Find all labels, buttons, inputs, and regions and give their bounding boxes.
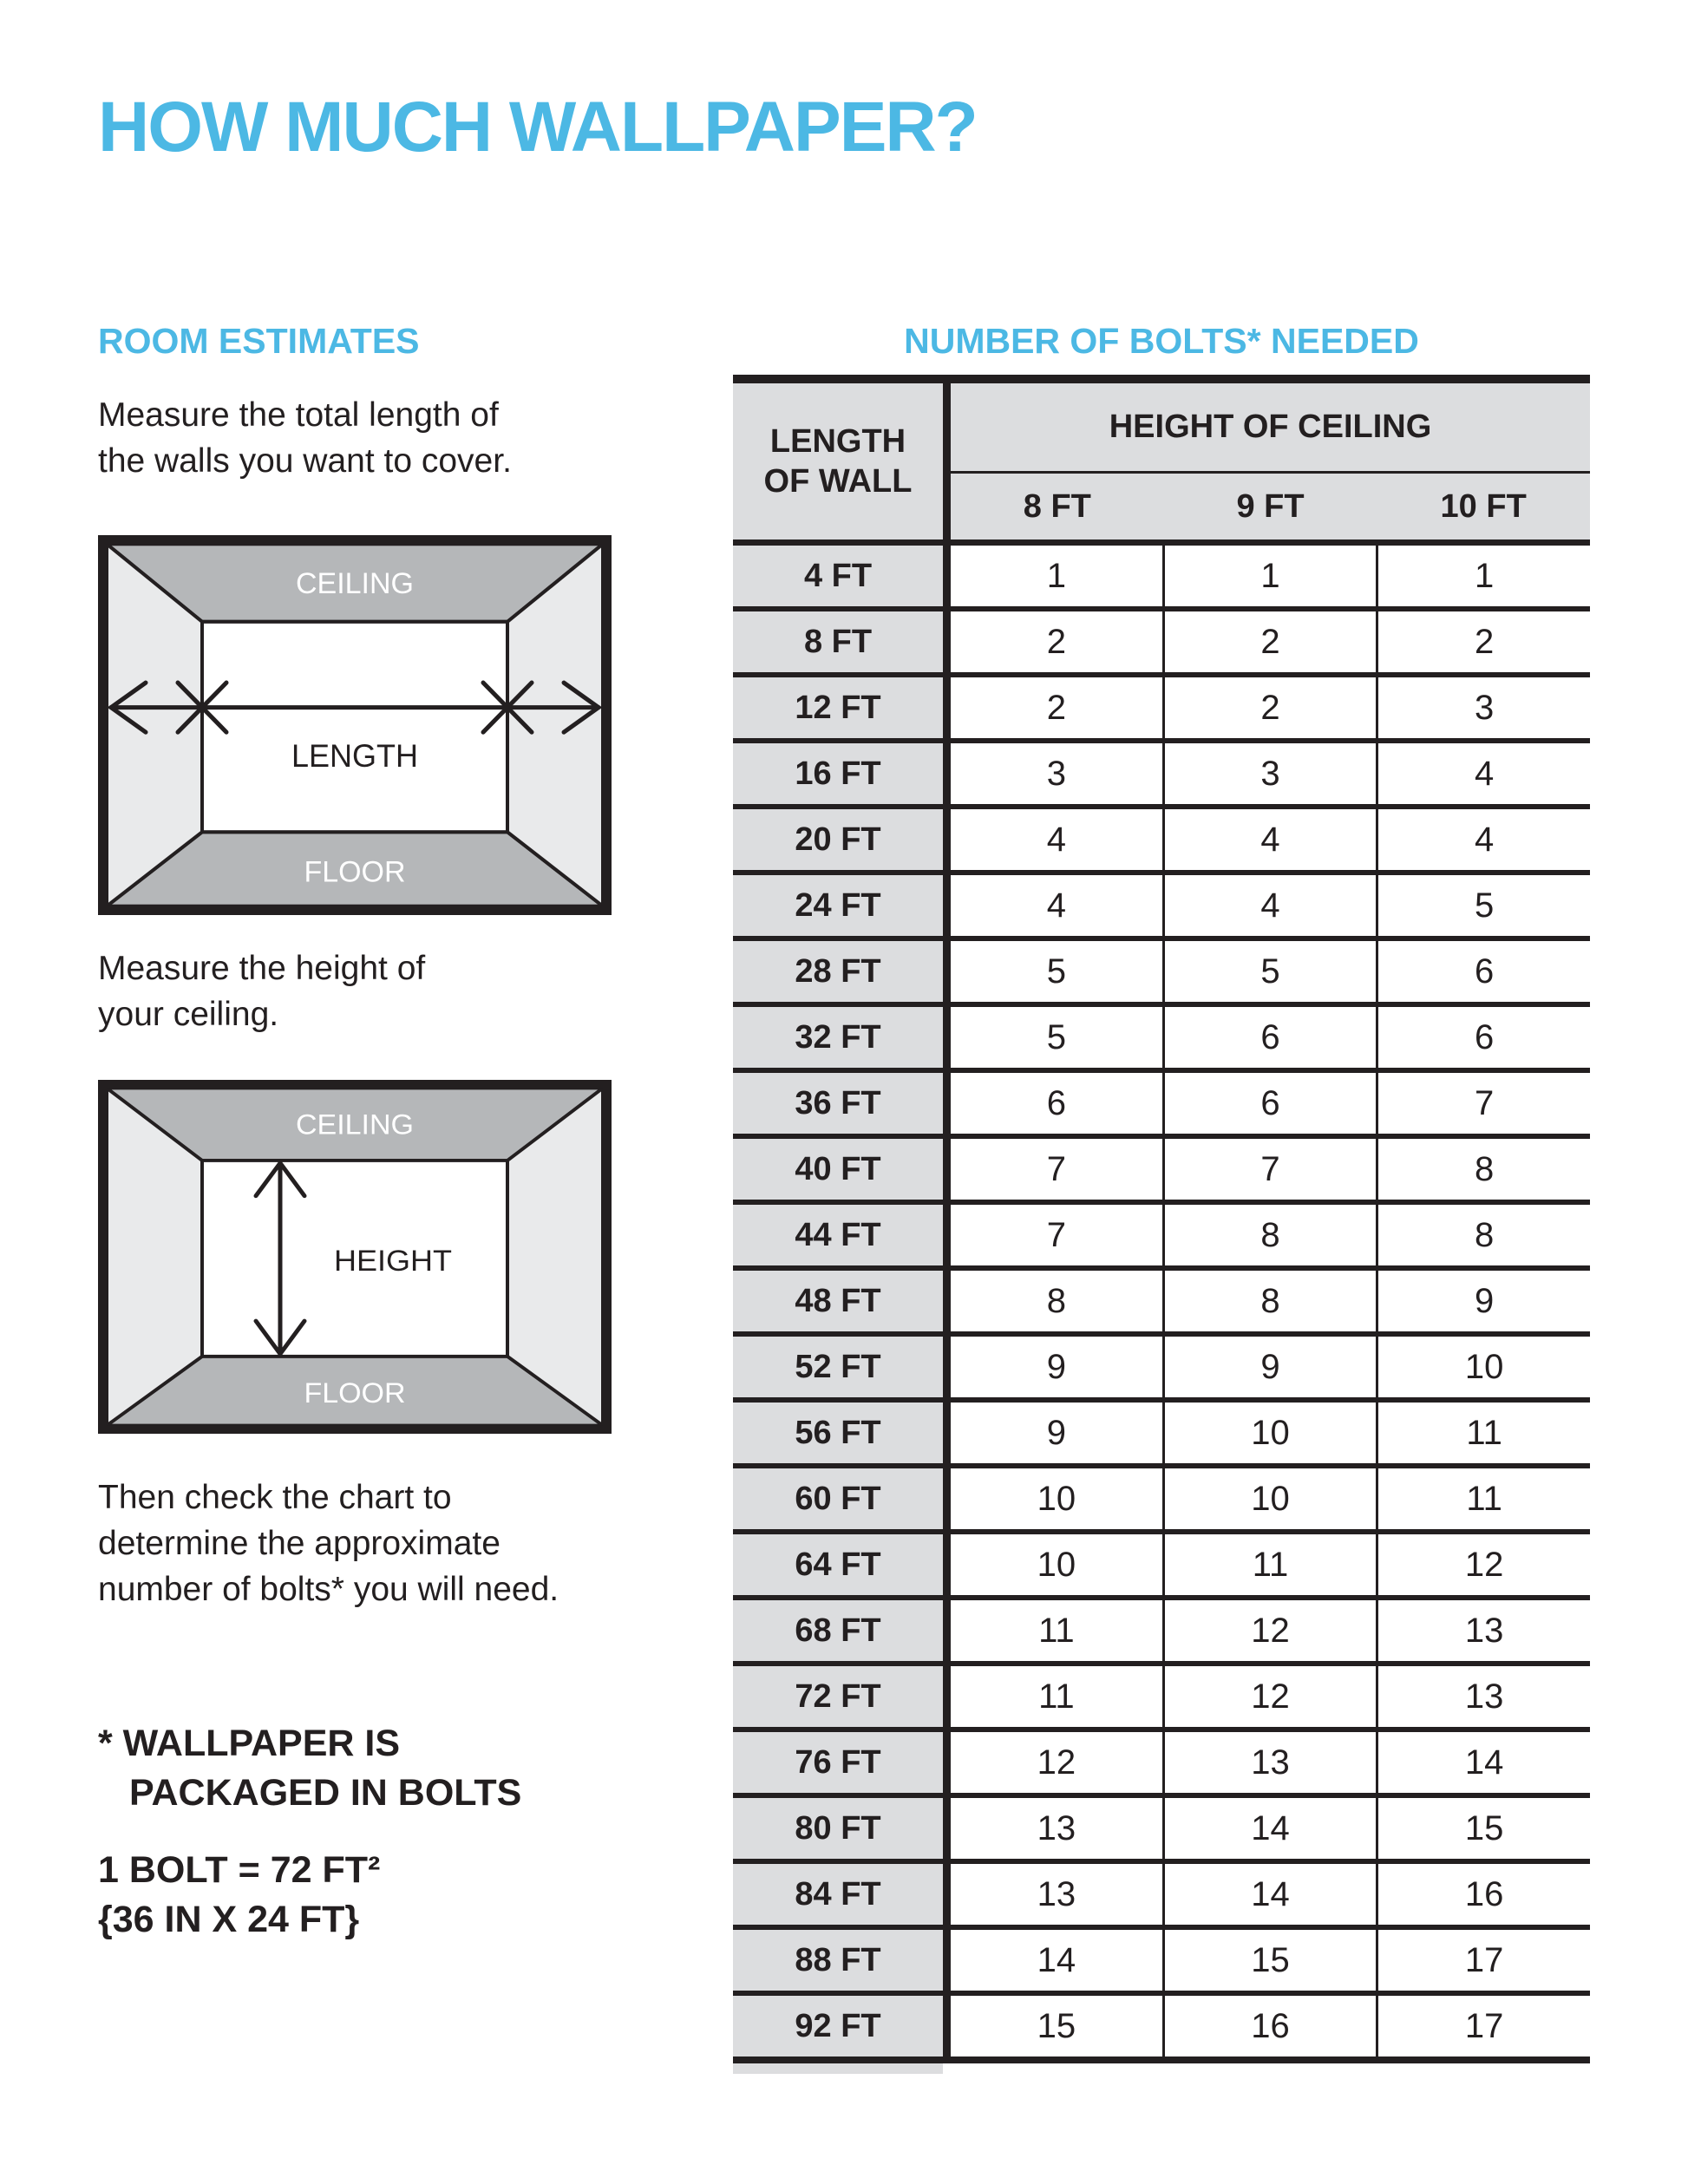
bolt-count-cell: 16 bbox=[1165, 1996, 1379, 2056]
bolt-count-cell: 6 bbox=[1378, 1007, 1590, 1068]
text-line: Measure the height of bbox=[98, 950, 426, 987]
column-divider bbox=[943, 875, 951, 936]
column-header-9ft: 9 FT bbox=[1236, 487, 1305, 525]
bolt-count-cell: 10 bbox=[1165, 1468, 1379, 1529]
label-column-stub bbox=[733, 2063, 943, 2074]
table-row bbox=[733, 1864, 1590, 1930]
table-row bbox=[733, 1007, 1590, 1073]
wall-length-cell: 68 FT bbox=[733, 1600, 943, 1661]
wall-length-cell: 64 FT bbox=[733, 1534, 943, 1595]
table-row bbox=[733, 1337, 1590, 1403]
wall-length-cell: 60 FT bbox=[733, 1468, 943, 1529]
bolt-count-cell: 7 bbox=[1165, 1139, 1379, 1200]
table-row bbox=[733, 1271, 1590, 1337]
bolt-count-cell: 6 bbox=[1165, 1073, 1379, 1134]
table-row bbox=[733, 1732, 1590, 1798]
bolt-count-cell: 8 bbox=[1378, 1139, 1590, 1200]
table-row bbox=[733, 1205, 1590, 1271]
table-row bbox=[733, 1468, 1590, 1534]
bolt-count-cell: 14 bbox=[1165, 1798, 1379, 1859]
column-header-8ft: 8 FT bbox=[1023, 487, 1091, 525]
wall-length-cell: 84 FT bbox=[733, 1864, 943, 1925]
table-row bbox=[733, 1534, 1590, 1600]
wall-length-cell: 48 FT bbox=[733, 1271, 943, 1331]
wall-length-cell: 92 FT bbox=[733, 1996, 943, 2056]
bolt-count-cell: 8 bbox=[1165, 1271, 1379, 1331]
bolt-count-cell: 6 bbox=[1165, 1007, 1379, 1068]
bolt-count-cell: 3 bbox=[951, 743, 1165, 804]
instruction-measure-height bbox=[98, 945, 425, 1037]
bolt-count-cell: 12 bbox=[1378, 1534, 1590, 1595]
column-divider bbox=[943, 1271, 951, 1331]
bolt-count-cell: 12 bbox=[1165, 1600, 1379, 1661]
column-divider bbox=[943, 1007, 951, 1068]
bolt-count-cell: 14 bbox=[951, 1930, 1165, 1991]
bolt-count-cell: 5 bbox=[1378, 875, 1590, 936]
table-row bbox=[733, 1139, 1590, 1205]
bolt-count-cell: 8 bbox=[951, 1271, 1165, 1331]
bolt-count-cell: 10 bbox=[1378, 1337, 1590, 1397]
table-row bbox=[733, 809, 1590, 875]
height-label: HEIGHT bbox=[334, 1244, 452, 1278]
ceiling-label: CEILING bbox=[296, 1109, 414, 1141]
bolt-count-cell: 8 bbox=[1165, 1205, 1379, 1265]
wallpaper-bolts-footnote bbox=[98, 1719, 521, 1818]
column-divider bbox=[943, 1930, 951, 1991]
table-row bbox=[733, 677, 1590, 743]
column-divider bbox=[943, 941, 951, 1002]
table-row bbox=[733, 875, 1590, 941]
bolt-count-cell: 1 bbox=[1165, 546, 1379, 606]
bolt-count-cell: 8 bbox=[1378, 1205, 1590, 1265]
table-header bbox=[733, 383, 1590, 546]
bolt-count-cell: 17 bbox=[1378, 1996, 1590, 2056]
bolt-count-cell: 5 bbox=[1165, 941, 1379, 1002]
column-divider bbox=[943, 743, 951, 804]
bolt-count-cell: 13 bbox=[1378, 1666, 1590, 1727]
bolt-count-cell: 2 bbox=[951, 611, 1165, 672]
bolt-count-cell: 7 bbox=[951, 1205, 1165, 1265]
bolt-count-cell: 7 bbox=[951, 1139, 1165, 1200]
instruction-measure-length bbox=[98, 392, 512, 484]
bolt-count-cell: 5 bbox=[951, 941, 1165, 1002]
wall-length-cell: 40 FT bbox=[733, 1139, 943, 1200]
floor-label: FLOOR bbox=[304, 855, 406, 889]
bolt-count-cell: 13 bbox=[951, 1798, 1165, 1859]
table-row bbox=[733, 1996, 1590, 2063]
bolt-count-cell: 11 bbox=[1165, 1534, 1379, 1595]
bolt-count-cell: 1 bbox=[1378, 546, 1590, 606]
bolt-count-cell: 17 bbox=[1378, 1930, 1590, 1991]
wall-length-cell: 72 FT bbox=[733, 1666, 943, 1727]
text-line: Measure the total length of bbox=[98, 396, 499, 434]
column-divider bbox=[943, 1798, 951, 1859]
column-divider bbox=[943, 1205, 951, 1265]
bolt-count-cell: 14 bbox=[1378, 1732, 1590, 1793]
wall-length-cell: 52 FT bbox=[733, 1337, 943, 1397]
wall-length-cell: 36 FT bbox=[733, 1073, 943, 1134]
ceiling-height-subheader-row bbox=[951, 474, 1590, 539]
bolt-count-cell: 2 bbox=[1165, 677, 1379, 738]
floor-label: FLOOR bbox=[304, 1377, 406, 1409]
column-divider bbox=[943, 677, 951, 738]
bolt-count-cell: 4 bbox=[1165, 809, 1379, 870]
bolt-count-cell: 13 bbox=[1165, 1732, 1379, 1793]
bolt-count-cell: 4 bbox=[1165, 875, 1379, 936]
bolt-count-cell: 6 bbox=[951, 1073, 1165, 1134]
bolt-count-cell: 10 bbox=[951, 1534, 1165, 1595]
bolt-count-cell: 3 bbox=[1165, 743, 1379, 804]
bolt-count-cell: 11 bbox=[1378, 1468, 1590, 1529]
column-divider bbox=[943, 1864, 951, 1925]
bolt-count-cell: 13 bbox=[951, 1864, 1165, 1925]
column-divider bbox=[943, 546, 951, 606]
room-estimates-heading: ROOM ESTIMATES bbox=[98, 321, 420, 361]
column-divider bbox=[943, 611, 951, 672]
bolt-count-cell: 12 bbox=[1165, 1666, 1379, 1727]
bolt-count-cell: 4 bbox=[951, 875, 1165, 936]
wall-length-cell: 56 FT bbox=[733, 1403, 943, 1463]
bolt-count-cell: 11 bbox=[951, 1600, 1165, 1661]
table-top-rule bbox=[733, 375, 1590, 383]
column-divider bbox=[943, 1534, 951, 1595]
ceiling-label: CEILING bbox=[296, 566, 414, 601]
text-line: your ceiling. bbox=[98, 996, 279, 1033]
wall-length-cell: 32 FT bbox=[733, 1007, 943, 1068]
wall-length-cell: 12 FT bbox=[733, 677, 943, 738]
bolt-count-cell: 6 bbox=[1378, 941, 1590, 1002]
bolt-count-cell: 9 bbox=[1378, 1271, 1590, 1331]
length-of-wall-header: LENGTH OF WALL bbox=[733, 383, 943, 539]
table-row bbox=[733, 546, 1590, 611]
bolt-count-cell: 11 bbox=[1378, 1403, 1590, 1463]
bolt-count-cell: 9 bbox=[1165, 1337, 1379, 1397]
bolt-count-cell: 13 bbox=[1378, 1600, 1590, 1661]
bolt-count-cell: 7 bbox=[1378, 1073, 1590, 1134]
table-row bbox=[733, 611, 1590, 677]
column-divider bbox=[943, 1403, 951, 1463]
table-row bbox=[733, 1600, 1590, 1666]
bolt-count-cell: 2 bbox=[1378, 611, 1590, 672]
column-divider bbox=[943, 1073, 951, 1134]
column-divider bbox=[943, 1468, 951, 1529]
bolt-count-cell: 12 bbox=[951, 1732, 1165, 1793]
column-divider bbox=[943, 1337, 951, 1397]
column-header-10ft: 10 FT bbox=[1440, 487, 1527, 525]
text-line: * WALLPAPER IS bbox=[98, 1723, 401, 1764]
room-diagram-height bbox=[98, 1080, 612, 1434]
table-row bbox=[733, 1403, 1590, 1468]
bolts-needed-heading: NUMBER OF BOLTS* NEEDED bbox=[904, 321, 1419, 361]
bolt-size-note bbox=[98, 1846, 380, 1945]
bolt-count-cell: 5 bbox=[951, 1007, 1165, 1068]
bolt-count-cell: 15 bbox=[1165, 1930, 1379, 1991]
bolt-count-cell: 15 bbox=[1378, 1798, 1590, 1859]
bolt-count-cell: 3 bbox=[1378, 677, 1590, 738]
wall-length-cell: 24 FT bbox=[733, 875, 943, 936]
table-row bbox=[733, 1798, 1590, 1864]
text-line: PACKAGED IN BOLTS bbox=[129, 1772, 522, 1814]
bolt-count-cell: 2 bbox=[1165, 611, 1379, 672]
height-of-ceiling-header: HEIGHT OF CEILING bbox=[951, 383, 1590, 474]
text-line: {36 IN X 24 FT} bbox=[98, 1899, 360, 1940]
column-divider bbox=[943, 809, 951, 870]
column-divider bbox=[943, 1996, 951, 2056]
column-divider bbox=[943, 1139, 951, 1200]
column-divider bbox=[943, 1732, 951, 1793]
table-row bbox=[733, 1073, 1590, 1139]
wall-length-cell: 28 FT bbox=[733, 941, 943, 1002]
bolt-count-cell: 4 bbox=[1378, 743, 1590, 804]
table-row bbox=[733, 1666, 1590, 1732]
column-divider bbox=[943, 1600, 951, 1661]
bolt-count-cell: 11 bbox=[951, 1666, 1165, 1727]
column-divider bbox=[943, 1666, 951, 1727]
bolt-count-cell: 10 bbox=[951, 1468, 1165, 1529]
bolt-count-cell: 4 bbox=[951, 809, 1165, 870]
wall-length-cell: 20 FT bbox=[733, 809, 943, 870]
wall-length-cell: 44 FT bbox=[733, 1205, 943, 1265]
instruction-check-chart bbox=[98, 1475, 559, 1612]
wall-length-cell: 4 FT bbox=[733, 546, 943, 606]
bolt-count-cell: 2 bbox=[951, 677, 1165, 738]
bolt-count-cell: 4 bbox=[1378, 809, 1590, 870]
wall-length-cell: 80 FT bbox=[733, 1798, 943, 1859]
text-line: the walls you want to cover. bbox=[98, 442, 512, 480]
wall-length-cell: 76 FT bbox=[733, 1732, 943, 1793]
page-title: HOW MUCH WALLPAPER? bbox=[98, 88, 977, 167]
wall-length-cell: 16 FT bbox=[733, 743, 943, 804]
bolt-count-cell: 10 bbox=[1165, 1403, 1379, 1463]
back-wall-panel bbox=[202, 622, 507, 832]
bolt-count-cell: 9 bbox=[951, 1337, 1165, 1397]
wall-length-cell: 8 FT bbox=[733, 611, 943, 672]
table-row bbox=[733, 941, 1590, 1007]
length-label: LENGTH bbox=[291, 737, 418, 774]
table-row bbox=[733, 743, 1590, 809]
bolt-count-cell: 15 bbox=[951, 1996, 1165, 2056]
bolt-count-cell: 14 bbox=[1165, 1864, 1379, 1925]
text-line: determine the approximate bbox=[98, 1525, 501, 1562]
table-row bbox=[733, 1930, 1590, 1996]
text-line: 1 BOLT = 72 FT² bbox=[98, 1849, 381, 1891]
table-body bbox=[733, 546, 1590, 2063]
bolt-count-cell: 9 bbox=[951, 1403, 1165, 1463]
bolt-count-cell: 16 bbox=[1378, 1864, 1590, 1925]
text-line: Then check the chart to bbox=[98, 1479, 452, 1516]
text-line: number of bolts* you will need. bbox=[98, 1571, 559, 1608]
room-diagram-length bbox=[98, 535, 612, 915]
column-divider bbox=[943, 383, 951, 539]
bolts-needed-table bbox=[733, 375, 1590, 2074]
bolt-count-cell: 1 bbox=[951, 546, 1165, 606]
wall-length-cell: 88 FT bbox=[733, 1930, 943, 1991]
